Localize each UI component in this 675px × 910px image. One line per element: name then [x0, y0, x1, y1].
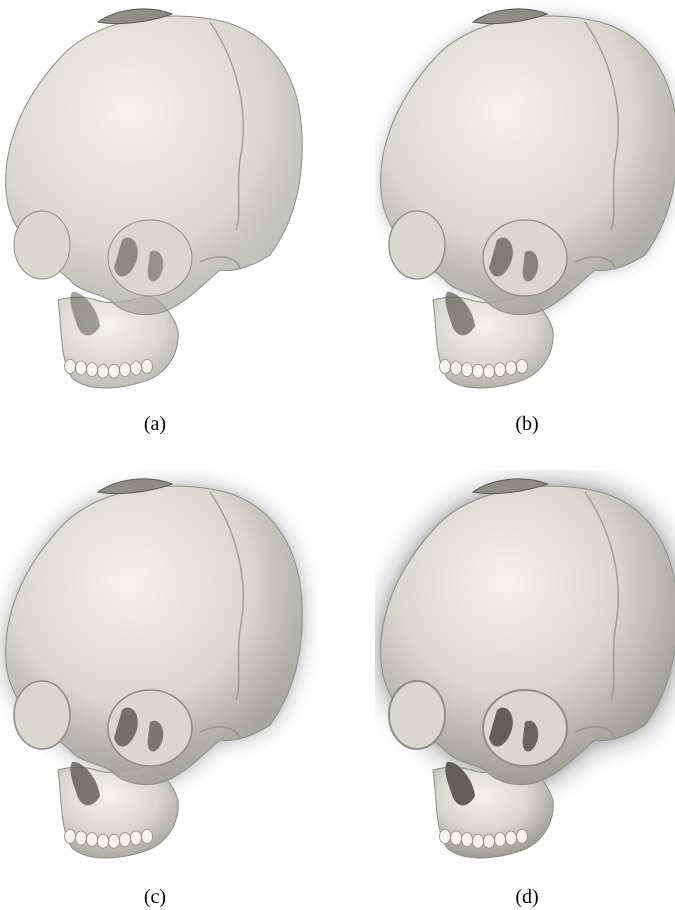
- skull-render-panel-a: [0, 0, 320, 400]
- tooth: [131, 361, 142, 375]
- tooth: [131, 831, 142, 845]
- tooth: [517, 829, 528, 843]
- skull-render-panel-c: [0, 470, 320, 870]
- skull-render-a: [0, 0, 320, 400]
- caption-a: (a): [143, 413, 167, 435]
- tooth: [120, 833, 131, 847]
- tooth: [451, 361, 462, 375]
- skull-render-d: [375, 470, 675, 870]
- left-eye-socket: [14, 211, 70, 279]
- tooth: [440, 829, 451, 843]
- tooth: [473, 834, 484, 848]
- tooth: [495, 363, 506, 377]
- tooth: [462, 833, 473, 847]
- skull-render-c: [0, 470, 320, 870]
- caption-c: (c): [143, 886, 167, 908]
- tooth: [484, 364, 495, 378]
- caption-d: (d): [515, 886, 539, 908]
- tooth: [440, 359, 451, 373]
- tooth: [98, 364, 109, 378]
- skull-render-b: [375, 0, 675, 400]
- tooth: [484, 834, 495, 848]
- tooth: [495, 833, 506, 847]
- skull-render-panel-b: [375, 0, 675, 400]
- tooth: [109, 364, 120, 378]
- tooth: [142, 359, 153, 373]
- tooth: [506, 831, 517, 845]
- tooth: [506, 361, 517, 375]
- tooth: [76, 831, 87, 845]
- tooth: [65, 829, 76, 843]
- tooth: [98, 834, 109, 848]
- tooth: [76, 361, 87, 375]
- tooth: [451, 831, 462, 845]
- tooth: [517, 359, 528, 373]
- tooth: [65, 359, 76, 373]
- tooth: [87, 833, 98, 847]
- tooth: [473, 364, 484, 378]
- left-eye-socket: [14, 681, 70, 749]
- left-eye-socket: [389, 211, 445, 279]
- caption-b: (b): [515, 413, 539, 435]
- tooth: [462, 363, 473, 377]
- tooth: [109, 834, 120, 848]
- tooth: [87, 363, 98, 377]
- left-eye-socket: [389, 681, 445, 749]
- tooth: [120, 363, 131, 377]
- skull-render-panel-d: [375, 470, 675, 870]
- tooth: [142, 829, 153, 843]
